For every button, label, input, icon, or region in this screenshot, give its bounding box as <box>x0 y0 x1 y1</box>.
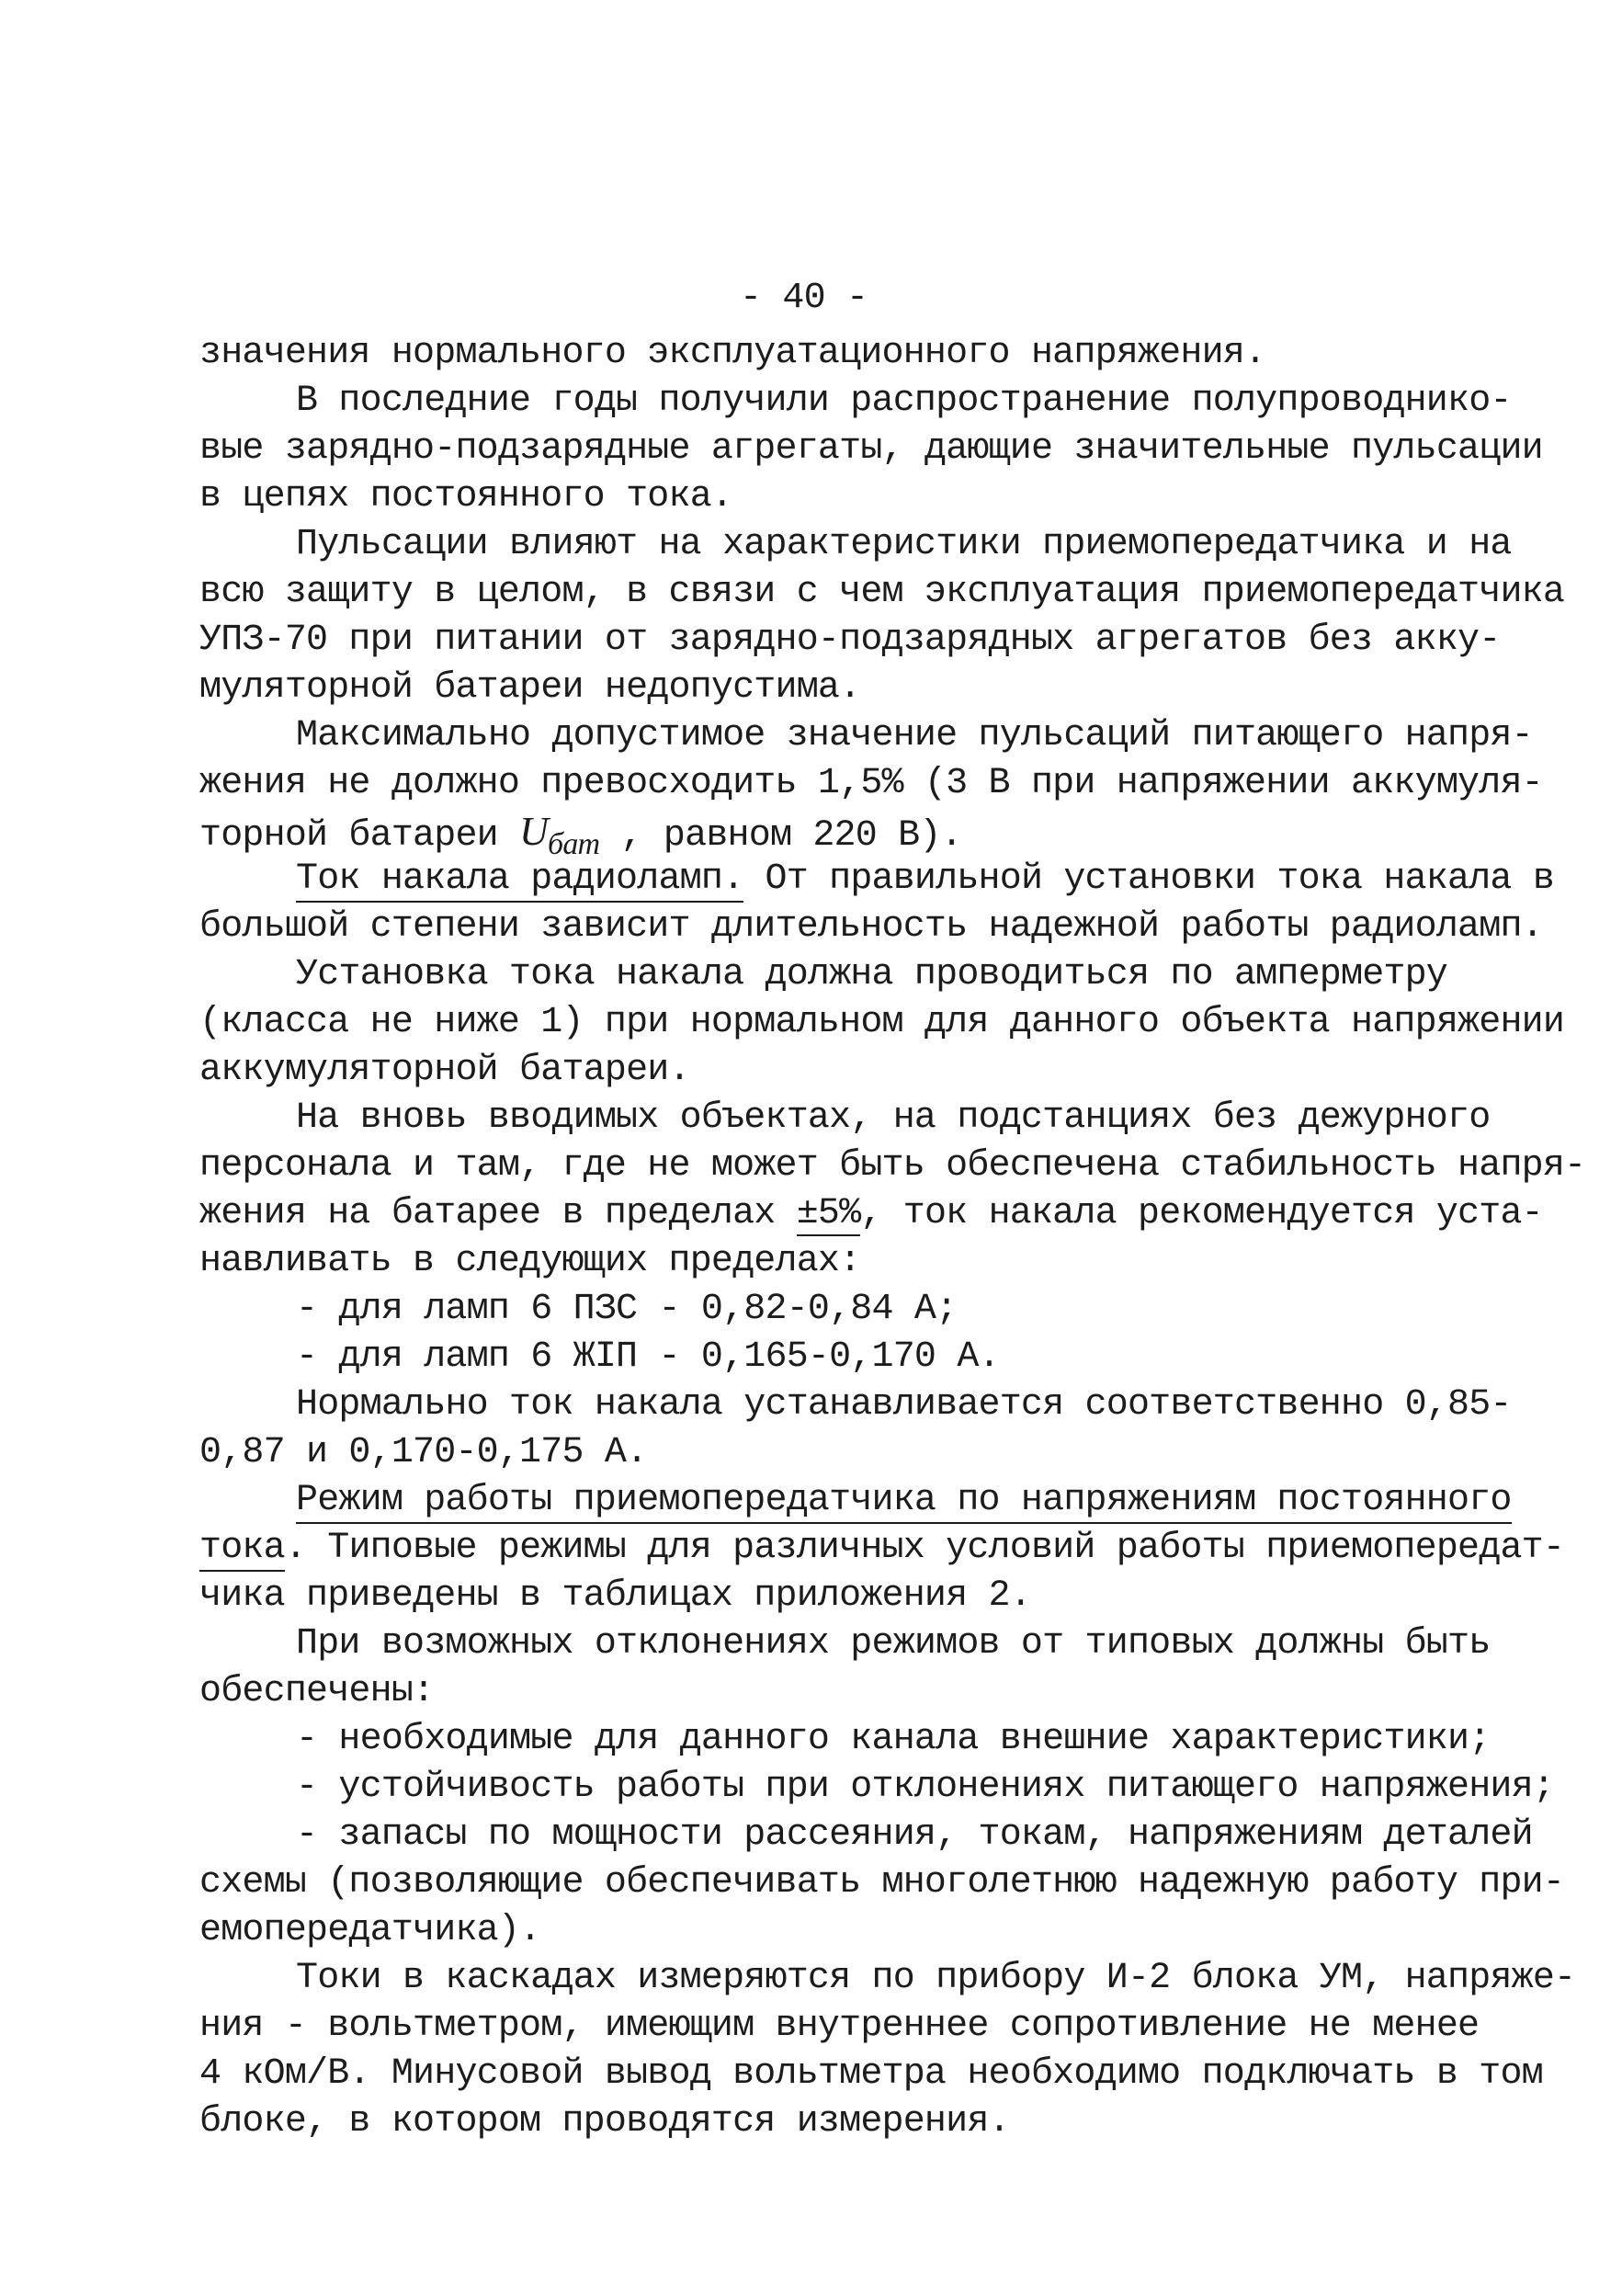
text-line: - устойчивость работы при отклонениях питающего напряжения; <box>296 1767 1555 1808</box>
text-line <box>199 808 962 861</box>
text-line: В последние годы получили распространение полупроводнико- <box>296 381 1512 422</box>
text-fragment: жения на батарее в пределах <box>199 1193 797 1234</box>
text-line: персонала и там, где не может быть обеспечена стабильность напря- <box>199 1145 1586 1187</box>
voltage-symbol-letter: U <box>519 809 549 854</box>
text-line: муляторной батареи недопустима. <box>199 667 861 709</box>
text-line: Токи в каскадах измеряются по прибору И-2 блока УМ, напряже- <box>296 1958 1576 1999</box>
text-line: значения нормального эксплуатационного напряжения. <box>199 333 1266 374</box>
text-fragment: . Типовые режимы для различных условий работы приемопередат- <box>284 1528 1565 1569</box>
text-fragment: торной батареи <box>199 815 520 857</box>
text-line: Пульсации влияют на характеристики приемопередатчика и на <box>296 524 1512 565</box>
heading-underlined: тока <box>199 1528 285 1572</box>
text-line: На вновь вводимых объектах, на подстанциях без дежурного <box>296 1097 1491 1139</box>
text-fragment: От правильной установки тока накала в <box>743 858 1555 900</box>
text-line: - необходимые для данного канала внешние характеристики; <box>296 1719 1491 1760</box>
text-line: - для ламп 6 ПЗС - 0,82-0,84 А; <box>296 1289 958 1330</box>
text-line: блоке, в котором проводятся измерения. <box>199 2101 1010 2143</box>
text-line: - запасы по мощности рассеяния, токам, напряжениям деталей <box>296 1814 1533 1856</box>
heading-underlined: Режим работы приемопередатчика по напряжениям постоянного <box>296 1480 1512 1524</box>
heading-underlined: Ток накала радиоламп. <box>296 858 743 903</box>
text-line: жения не должно превосходить 1,5% (3 В при напряжении аккумуля- <box>199 763 1543 804</box>
voltage-symbol <box>519 809 600 861</box>
text-line: - для ламп 6 ЖIП - 0,165-0,170 А. <box>296 1336 1000 1378</box>
text-line: чика приведены в таблицах приложения 2. <box>199 1575 1031 1617</box>
tolerance-value: ±5% <box>796 1193 861 1234</box>
text-line: аккумуляторной батареи. <box>199 1050 690 1091</box>
voltage-symbol-subscript: бат <box>548 827 600 861</box>
text-line <box>199 1525 1564 1573</box>
text-line: навливать в следующих пределах: <box>199 1241 861 1282</box>
section-heading-filament <box>296 856 1554 904</box>
text-line <box>199 1190 1543 1238</box>
text-line: 0,87 и 0,170-0,175 А. <box>199 1432 648 1473</box>
text-line: ния - вольтметром, имеющим внутреннее сопротивление не менее <box>199 2006 1480 2047</box>
text-line: схемы (позволяющие обеспечивать многолетнюю надежную работу при- <box>199 1862 1565 1904</box>
text-line: в цепях постоянного тока. <box>199 476 733 517</box>
text-line: вые зарядно-подзарядные агрегаты, дающие значительные пульсации <box>199 428 1543 470</box>
text-line: 4 кОм/В. Минусовой вывод вольтметра необходимо подключать в том <box>199 2053 1543 2095</box>
text-line: всю защиту в целом, в связи с чем эксплуатация приемопередатчика <box>199 572 1565 613</box>
text-fragment: , ток накала рекомендуется уста- <box>860 1193 1543 1234</box>
text-line: Установка тока накала должна проводиться по амперметру <box>296 954 1448 995</box>
text-line: Нормально ток накала устанавливается соответственно 0,85- <box>296 1384 1512 1426</box>
text-fragment: , равном 220 В). <box>599 815 962 857</box>
text-line: большой степени зависит длительность надежной работы радиоламп. <box>199 906 1543 948</box>
text-line: емопередатчика). <box>199 1910 541 1951</box>
text-line: Максимально допустимое значение пульсаций питающего напря- <box>296 715 1533 756</box>
page-number: - 40 - <box>740 278 868 319</box>
text-line: (класса не ниже 1) при нормальном для данного объекта напряжении <box>199 1002 1565 1043</box>
text-line: УПЗ-70 при питании от зарядно-подзарядных агрегатов без акку- <box>199 619 1501 661</box>
text-line: При возможных отклонениях режимов от типовых должны быть <box>296 1623 1491 1665</box>
text-line: обеспечены: <box>199 1671 435 1712</box>
section-heading-mode <box>296 1477 1512 1525</box>
